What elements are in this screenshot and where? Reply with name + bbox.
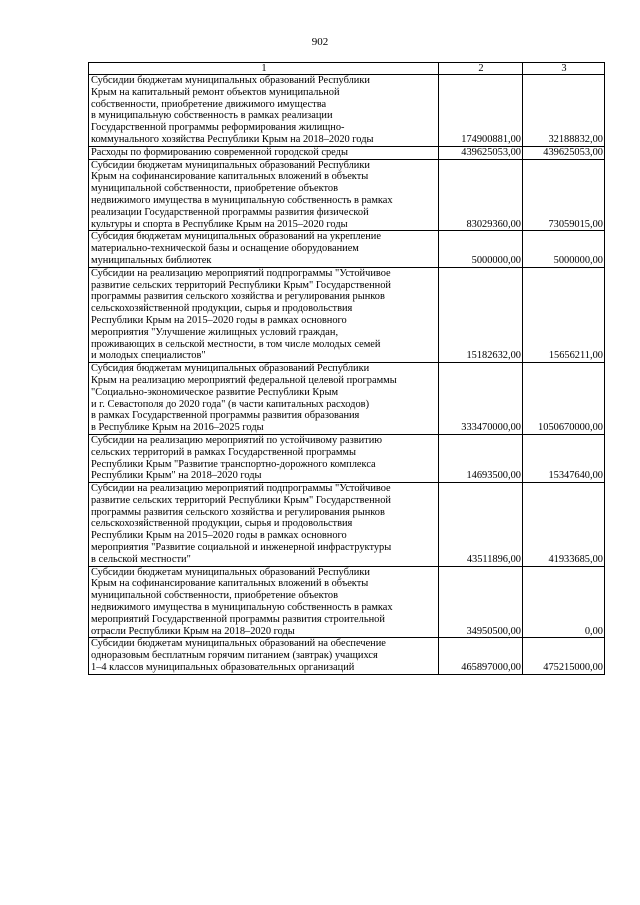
row-description: Субсидии на реализацию мероприятий подпрограммы "Устойчивое развитие сельских территорий Республики Крым" Государственной программы развития сельского хозяйства и регулирования рынков сельскохозяйственной продукции, сырья и продовольствия Республики Крым на 2015–2020 годы в рамках основного мероприятия "Улучшение жилищных условий граждан, проживающих в сельской местности, в том числе молодых семей и молодых специалистов" bbox=[89, 267, 439, 362]
row-description: Субсидия бюджетам муниципальных образований на укрепление материально-технической базы и оснащение оборудованием муниципальных библиотек bbox=[89, 231, 439, 267]
row-amount-col3: 1050670000,00 bbox=[523, 363, 605, 435]
column-header-3: 3 bbox=[523, 63, 605, 75]
table-row bbox=[89, 363, 605, 435]
row-description: Субсидии бюджетам муниципальных образований Республики Крым на капитальный ремонт объектов муниципальной собственности, приобретение движимого имущества в муниципальную собственность в рамках реализации Государственной программы реформирования жилищно- коммунального хозяйства Республики Крым на 2018–2020 годы bbox=[89, 75, 439, 147]
row-amount-col3: 475215000,00 bbox=[523, 638, 605, 674]
row-amount-col3: 15347640,00 bbox=[523, 434, 605, 482]
row-amount-col2: 43511896,00 bbox=[439, 483, 523, 567]
row-amount-col2: 83029360,00 bbox=[439, 159, 523, 231]
row-amount-col2: 439625053,00 bbox=[439, 146, 523, 159]
row-amount-col3: 41933685,00 bbox=[523, 483, 605, 567]
row-description: Субсидии на реализацию мероприятий по устойчивому развитию сельских территорий в рамках Государственной программы Республики Крым "Развитие транспортно-дорожного комплекса Республики Крым" на 2018–2020 годы bbox=[89, 434, 439, 482]
table-row bbox=[89, 231, 605, 267]
page-number: 902 bbox=[311, 36, 329, 48]
row-description: Субсидии бюджетам муниципальных образований на обеспечение одноразовым бесплатным горячим питанием (завтрак) учащихся 1–4 классов муниципальных образовательных организаций bbox=[89, 638, 439, 674]
table-row bbox=[89, 267, 605, 362]
row-amount-col2: 333470000,00 bbox=[439, 363, 523, 435]
row-amount-col3: 32188832,00 bbox=[523, 75, 605, 147]
row-description: Расходы по формированию современной городской среды bbox=[89, 146, 439, 159]
table-row bbox=[89, 638, 605, 674]
table-header-row bbox=[89, 63, 605, 75]
table-row bbox=[89, 159, 605, 231]
table-row bbox=[89, 566, 605, 638]
row-description: Субсидии бюджетам муниципальных образований Республики Крым на софинансирование капитальных вложений в объекты муниципальной собственности, приобретение объектов недвижимого имущества в муниципальную собственность в рамках мероприятий Государственной программы развития строительной отрасли Республики Крым на 2018–2020 годы bbox=[89, 566, 439, 638]
budget-table bbox=[88, 62, 605, 675]
row-amount-col3: 73059015,00 bbox=[523, 159, 605, 231]
table-row bbox=[89, 75, 605, 147]
column-header-1: 1 bbox=[89, 63, 439, 75]
row-amount-col2: 34950500,00 bbox=[439, 566, 523, 638]
row-amount-col3: 439625053,00 bbox=[523, 146, 605, 159]
row-amount-col3: 15656211,00 bbox=[523, 267, 605, 362]
table-row bbox=[89, 434, 605, 482]
row-description: Субсидия бюджетам муниципальных образований Республики Крым на реализацию мероприятий федеральной целевой программы "Социально-экономическое развитие Республики Крым и г. Севастополя до 2020 года" (в части капитальных расходов) в рамках Государственной программы развития образования в Республике Крым на 2016–2025 годы bbox=[89, 363, 439, 435]
table-row bbox=[89, 146, 605, 159]
column-header-2: 2 bbox=[439, 63, 523, 75]
row-amount-col2: 15182632,00 bbox=[439, 267, 523, 362]
row-amount-col2: 174900881,00 bbox=[439, 75, 523, 147]
row-amount-col3: 0,00 bbox=[523, 566, 605, 638]
row-amount-col2: 14693500,00 bbox=[439, 434, 523, 482]
row-amount-col2: 5000000,00 bbox=[439, 231, 523, 267]
table-row bbox=[89, 483, 605, 567]
row-amount-col3: 5000000,00 bbox=[523, 231, 605, 267]
row-description: Субсидии бюджетам муниципальных образований Республики Крым на софинансирование капитальных вложений в объекты муниципальной собственности, приобретение объектов недвижимого имущества в муниципальную собственность в рамках реализации Государственной программы развития физической культуры и спорта в Республике Крым на 2015–2020 годы bbox=[89, 159, 439, 231]
row-amount-col2: 465897000,00 bbox=[439, 638, 523, 674]
row-description: Субсидии на реализацию мероприятий подпрограммы "Устойчивое развитие сельских территорий Республики Крым" Государственной программы развития сельского хозяйства и регулирования рынков сельскохозяйственной продукции, сырья и продовольствия Республики Крым на 2015–2020 годы в рамках основного мероприятия "Развитие социальной и инженерной инфраструктуры в сельской местности" bbox=[89, 483, 439, 567]
